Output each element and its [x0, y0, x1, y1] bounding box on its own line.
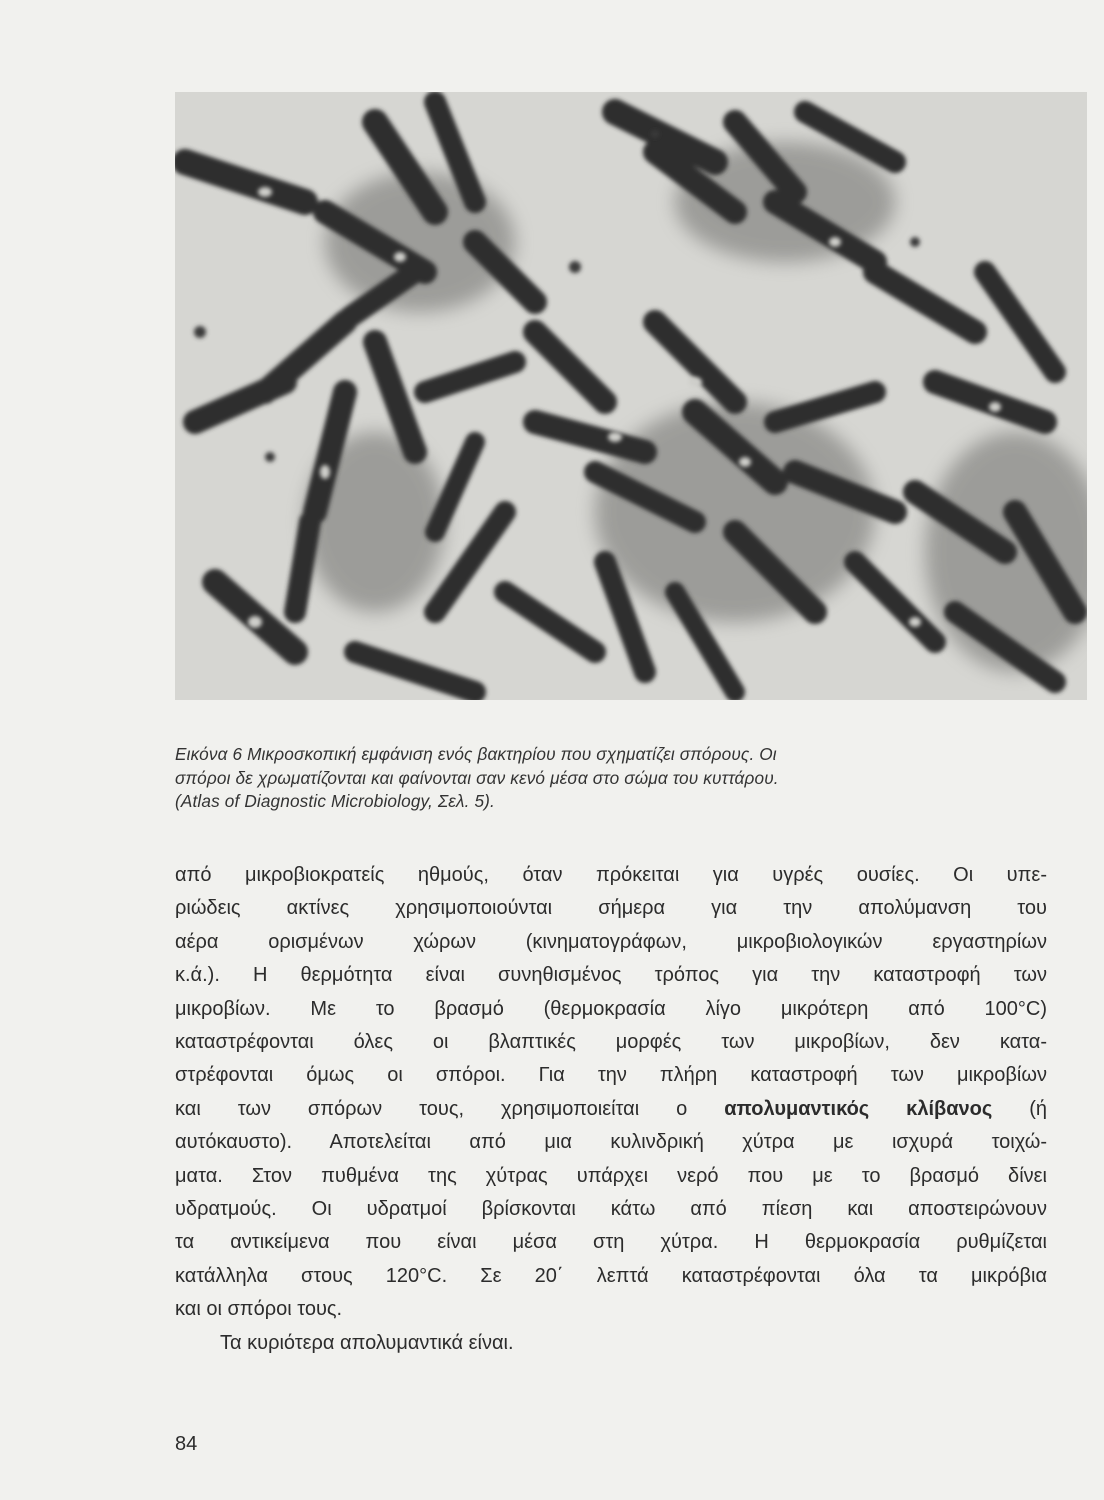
text-line: κατάλληλα στους 120°C. Σε 20΄ λεπτά καταστρέφονται όλα τα μικρόβια — [175, 1264, 1047, 1287]
text-line: από μικροβιοκρατείς ηθμούς, όταν πρόκειται για υγρές ουσίες. Οι υπε- — [175, 864, 1047, 886]
text-line: υδρατμούς. Οι υδρατμοί βρίσκονται κάτω από πίεση και αποστειρώνουν — [175, 1198, 1047, 1221]
text-line: καταστρέφονται όλες οι βλαπτικές μορφές των μικροβίων, δεν κατα- — [175, 1031, 1047, 1054]
text-fragment: (ή — [992, 1097, 1047, 1120]
figure-caption — [175, 743, 1070, 814]
text-line — [175, 1093, 1047, 1126]
caption-line: (Atlas of Diagnostic Microbiology, Σελ. 5). — [175, 791, 495, 811]
text-line: ριώδεις ακτίνες χρησιμοποιούνται σήμερα για την απολύμανση του — [175, 897, 1047, 920]
text-line: κ.ά.). Η θερμότητα είναι συνηθισμένος τρόπος για την καταστροφή των — [175, 964, 1047, 987]
text-line: και οι σπόροι τους. — [175, 1298, 343, 1321]
page-number: 84 — [175, 1433, 198, 1455]
text-line: τα αντικείμενα που είναι μέσα στη χύτρα. Η θερμοκρασία ρυθμίζεται — [175, 1231, 1047, 1254]
text-fragment: και των σπόρων τους, χρησιμοποιείται ο — [175, 1097, 725, 1120]
bacteria-micrograph-icon — [175, 92, 1087, 700]
caption-line: σπόροι δε χρωματίζονται και φαίνονται σαν κενό μέσα στο σώμα του κυττάρου. — [175, 767, 779, 788]
caption-line: Εικόνα 6 Μικροσκοπική εμφάνιση ενός βακτηρίου που σχηματίζει σπόρους. Οι — [175, 744, 777, 764]
text-line: αυτόκαυστο). Αποτελείται από μια κυλινδρική χύτρα με ισχυρά τοιχώ- — [175, 1131, 1047, 1154]
text-line: ματα. Στον πυθμένα της χύτρας υπάρχει νερό που με το βρασμό δίνει — [175, 1164, 1047, 1187]
body-paragraph — [175, 859, 1047, 1360]
text-line: μικροβίων. Με το βρασμό (θερμοκρασία λίγο μικρότερη από 100°C) — [175, 997, 1047, 1020]
text-line: στρέφονται όμως οι σπόροι. Για την πλήρη καταστροφή των μικροβίων — [175, 1064, 1047, 1087]
bold-term: απολυμαντικός κλίβανος — [724, 1097, 993, 1120]
micrograph-figure — [175, 92, 1087, 700]
text-line: αέρα ορισμένων χώρων (κινηματογράφων, μικροβιολογικών εργαστηρίων — [175, 930, 1047, 953]
text-line: Τα κυριότερα απολυμαντικά είναι. — [220, 1331, 514, 1354]
